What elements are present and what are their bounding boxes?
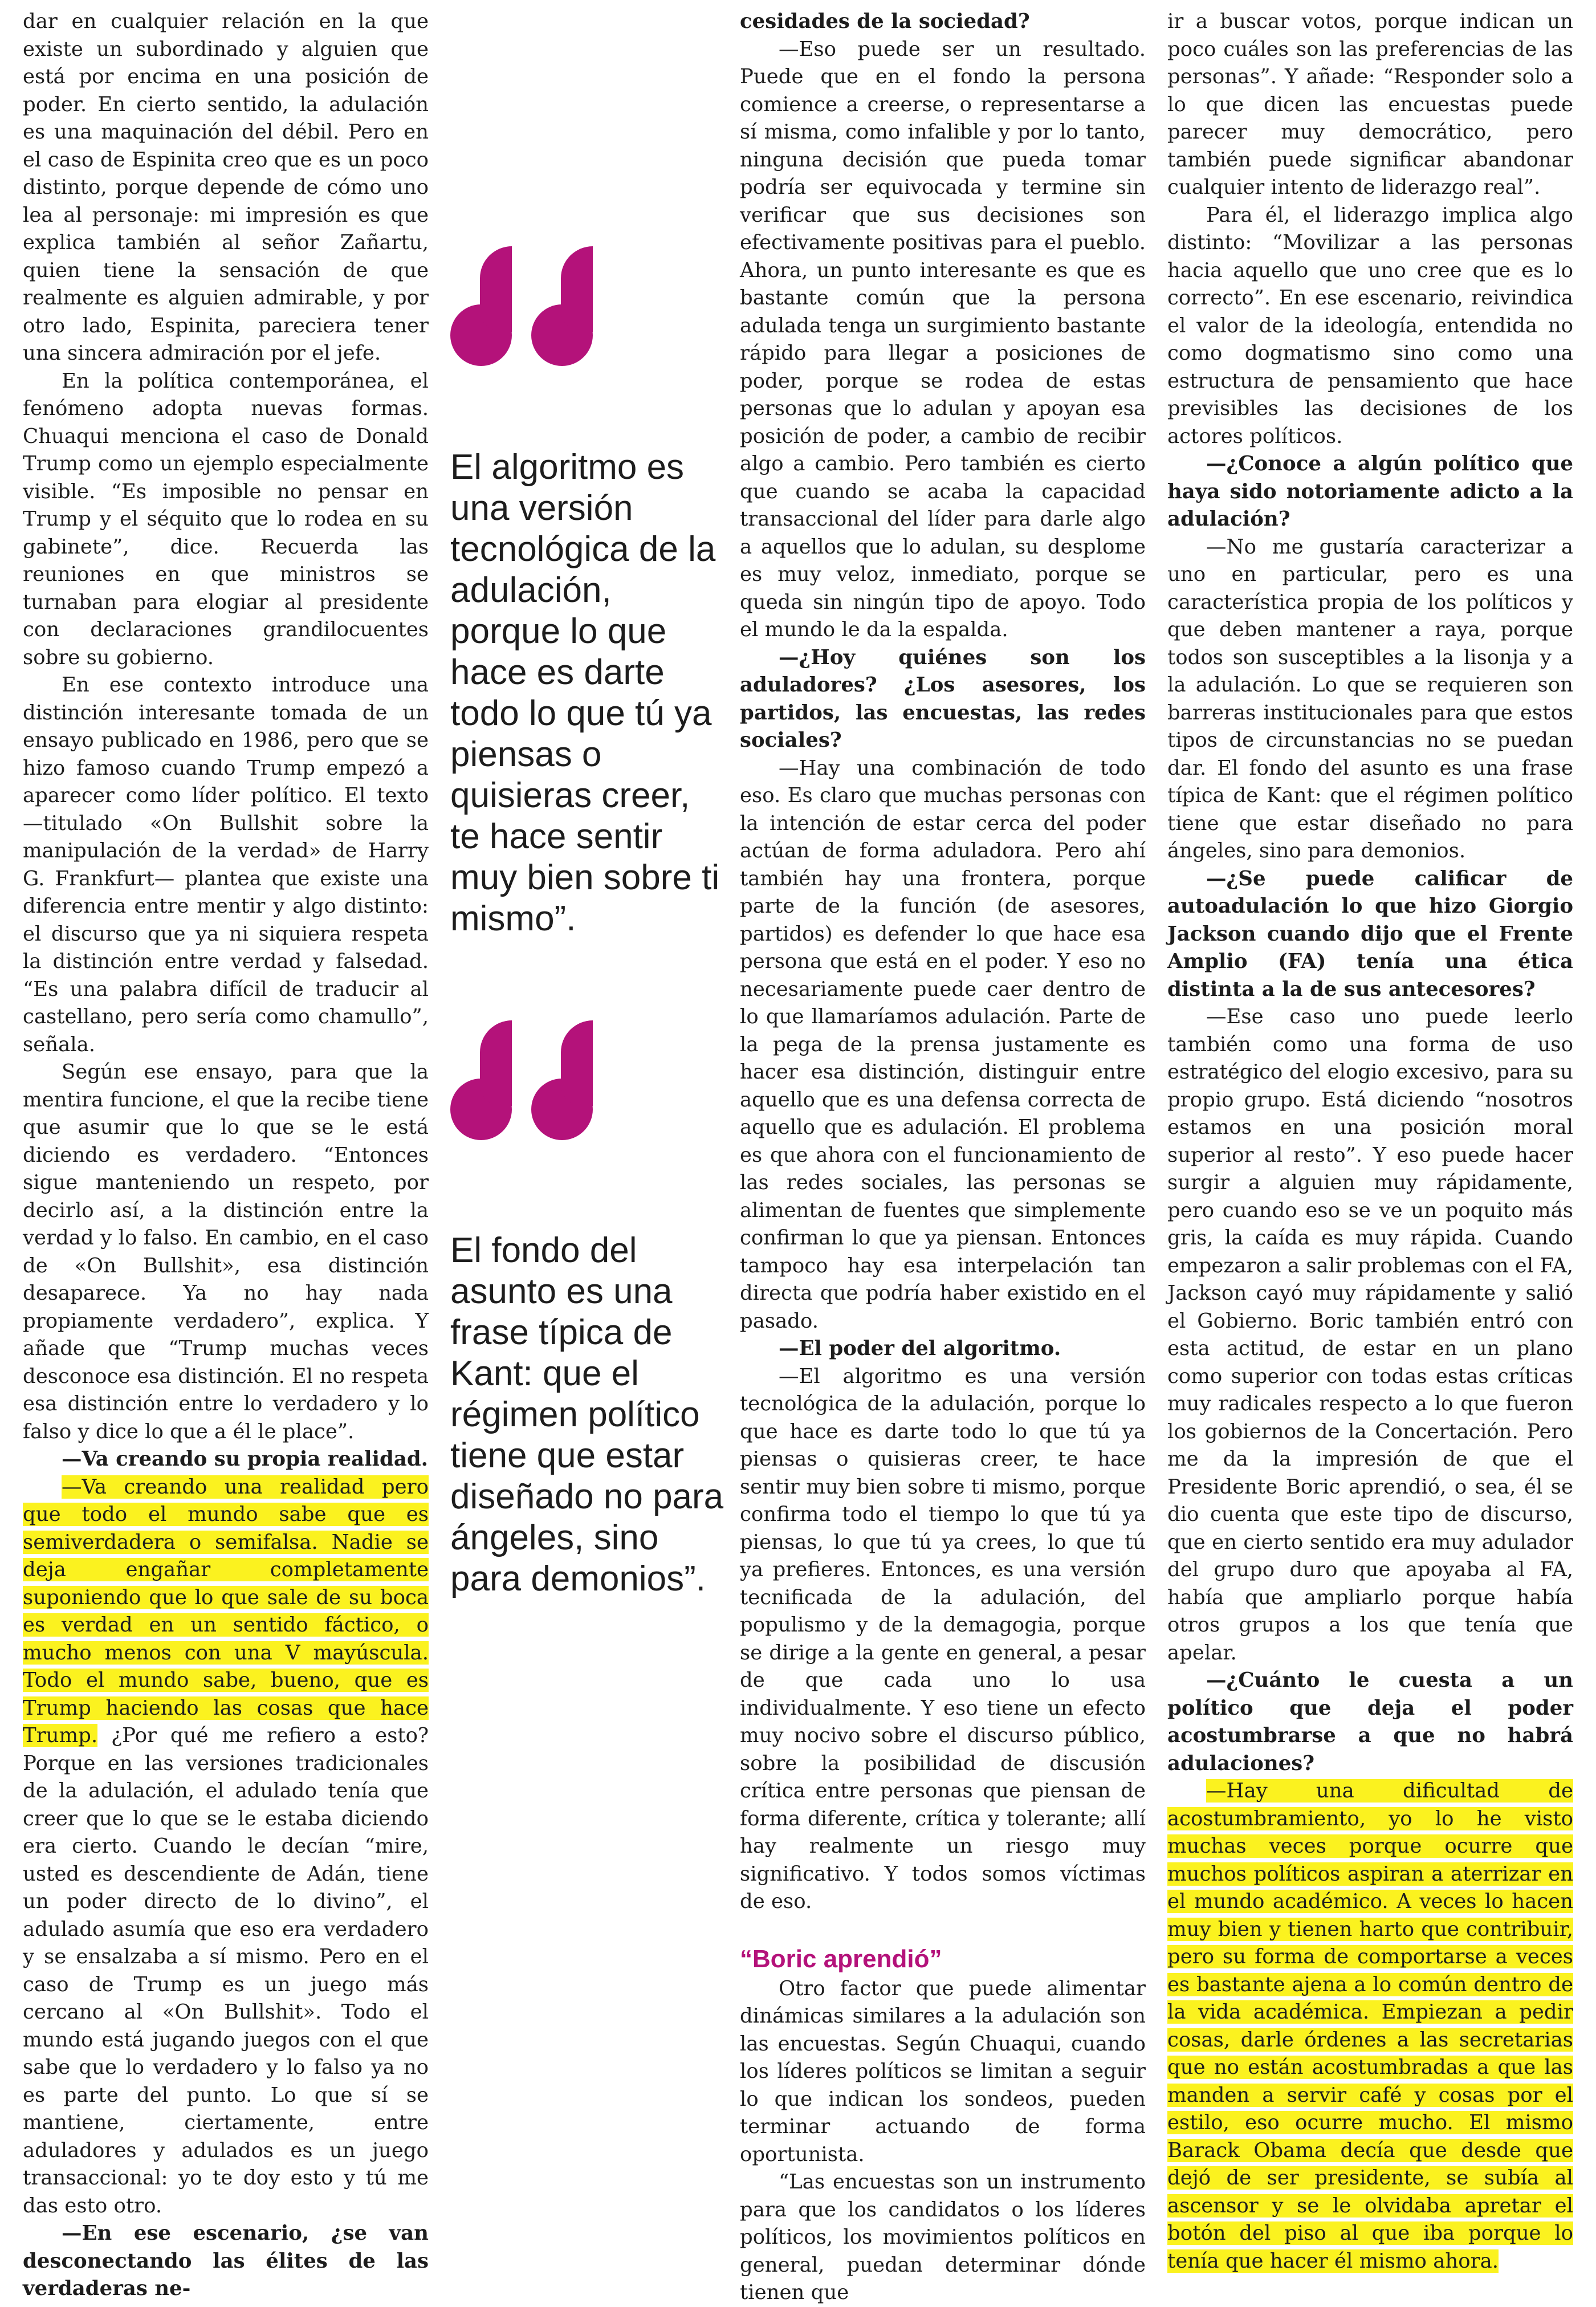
interview-answer [23, 1474, 429, 2220]
pull-quote-text: El algoritmo es una versión tecnológica de la adulación, porque lo que hace es darte todo lo que tú ya piensas o quisieras creer, te hace sentir muy bien sobre ti mismo”. [450, 447, 720, 938]
interview-question: —Va creando su propia realidad. [62, 1447, 429, 1471]
interview-question: —¿Se puede calificar de autoadulación lo que hizo Giorgio Jackson cuando dijo que el Frente Amplio (FA) tenía una ética distinta a la de sus antecesores? [1167, 866, 1573, 1001]
section-subheading: “Boric aprendió” [740, 1944, 942, 1973]
quote-mark-icon [450, 246, 724, 383]
interview-answer: —No me gustaría caracterizar a uno en particular, pero es una característica propia de los políticos y que deben mantener a raya, porque todos son susceptibles a la lisonja y a la adulación. Lo que se requieren son barreras institucionales para que estos tipos de circunstancias no se puedan dar. El fondo del asunto es una frase típica de Kant: que el régimen político tiene que estar diseñado no para ángeles, sino para demonios. [1167, 535, 1573, 862]
interview-answer: —El algoritmo es una versión tecnológica de la adulación, porque lo que hace es darte todo lo que tú ya piensas o quisieras creer, te hace sentir muy bien sobre ti mismo, porque confirma todo el tiempo lo que tú ya piensas, lo que tú ya crees, lo que tú ya prefieres. Entonces, es una versión tecnificada de la adulación, del populismo y de la demagogia, porque se dirige a la gente en general, a pesar de que cada uno lo usa individualmente. Y eso tiene un efecto muy nocivo sobre el discurso público, sobre la posibilidad de discusión crítica entre personas que piensan de forma diferente, crítica y tolerante; allí hay realmente un riesgo muy significativo. Y todos somos víctimas de eso. [740, 1364, 1146, 1913]
highlighted-text: —Hay una dificultad de acostumbramiento, yo lo he visto muchas veces porque ocurre que muchos políticos aspiran a aterrizar en el mundo académico. A veces lo hacen muy bien y tienen harto que contribuir, pero su forma de comportarse a veces es bastante ajena a lo común dentro de la vida académica. Empiezan a pedir cosas, darle órdenes a las secretarias que no están acostumbradas a que las manden a servir café y cosas por el estilo, eso ocurre mucho. El mismo Barack Obama decía que desde que dejó de ser presidente, se subía al ascensor y se le olvidaba apretar el botón del piso al que iba porque lo tenía que hacer él mismo ahora. [1167, 1779, 1573, 2273]
paragraph: Según ese ensayo, para que la mentira funcione, el que la recibe tiene que asumir que lo que se le está diciendo es verdadero. “Entonces sigue manteniendo un respeto, por decirlo así, a la distinción entre la verdad y lo falso. En cambio, en el caso de «On Bullshit», esa distinción desaparece. Ya no hay nada propiamente verdadero”, explica. Y añade que “Trump muchas veces desconoce esa distinción. El no respeta esa distinción entre lo verdadero y lo falso y dice lo que a él le place”. [23, 1060, 429, 1443]
paragraph: “Las encuestas son un instrumento para que los candidatos o los líderes políticos, los movimientos políticos en general, puedan determinar dónde tienen que [740, 2170, 1146, 2304]
interview-question: —El poder del algoritmo. [779, 1337, 1061, 1360]
article-column-1 [23, 8, 429, 2300]
interview-question: —En ese escenario, ¿se van desconectando las élites de las verdaderas ne- [23, 2221, 429, 2300]
pull-quote-text: El fondo del asunto es una frase típica de Kant: que el régimen político tiene que estar diseñado no para ángeles, sino para demonios”. [450, 1231, 724, 1598]
article-column-3 [740, 8, 1146, 2304]
article-column-4 [1167, 8, 1573, 2273]
pull-quote-1 [450, 246, 724, 939]
interview-question: —¿Hoy quiénes son los aduladores? ¿Los asesores, los partidos, las encuestas, las redes sociales? [740, 645, 1146, 752]
interview-answer: —Hay una combinación de todo eso. Es claro que muchas personas con la intención de estar cerca del poder actúan de forma aduladora. Pero ahí también hay una frontera, porque parte de la función (de asesores, partidos) es defender lo que hace esa persona que está en el poder. Y eso no necesariamente puede caer dentro de lo que llamaríamos adulación. Parte de la pega de la prensa justamente es hacer esa distinción, distinguir entre aquello que es una defensa correcta de aquello que es adulación. El problema es que ahora con el funcionamiento de las redes sociales, las personas se alimentan de fuentes que simplemente confirman lo que ya piensan. Entonces tampoco hay esa interpelación tan directa que podría haber existido en el pasado. [740, 756, 1146, 1333]
interview-answer: —Eso puede ser un resultado. Puede que en el fondo la persona comience a creerse, o representarse a sí misma, como infalible y por lo tanto, ninguna decisión que pueda tomar podría ser equivocada y termine sin verificar que sus decisiones son efectivamente positivas para el pueblo. Ahora, un punto interesante es que es bastante común que la persona adulada tenga un surgimiento bastante rápido para llegar a posiciones de poder, porque se rodea de estas personas que lo adulan y apoyan esa posición de poder, a cambio de recibir algo a cambio. Pero también es cierto que cuando se acaba la capacidad transaccional del líder para darle algo a aquellos que lo adulan, su desplome es muy veloz, inmediato, porque se queda sin ningún tipo de apoyo. Todo el mundo le da la espalda. [740, 37, 1146, 641]
quote-mark-icon [450, 1020, 724, 1157]
paragraph: dar en cualquier relación en la que existe un subordinado y alguien que está por encima en una posición de poder. En cierto sentido, la adulación es una maquinación del débil. Pero en el caso de Espinita creo que es un poco distinto, porque depende de cómo uno lea al personaje: mi impresión es que explica también al señor Zañartu, quien tiene la sensación de que realmente es alguien admirable, y por otro lado, Espinita, pareciera tener una sincera admiración por el jefe. [23, 10, 429, 365]
interview-question: cesidades de la sociedad? [740, 10, 1030, 33]
interview-answer: —Ese caso uno puede leerlo también como una forma de uso estratégico del elogio excesivo, para su propio grupo. Está diciendo “nosotros estamos en una posición moral superior al resto”. Y eso puede hacer surgir a alguien muy rápidamente, pero cuando eso se ve un poquito más gris, la caída es muy rápida. Cuando empezaron a salir problemas con el FA, Jackson cayó muy rápidamente y salió el Gobierno. Boric también entró con esta actitud, de estar en un plano como superior con todas estas críticas muy radicales respecto a lo que fueron los gobiernos de la Concertación. Pero me da la impresión de que el Presidente Boric aprendió, o sea, él se dio cuenta que este tipo de discurso, que en cierto sentido era muy adulador del grupo duro que apoyaba al FA, había que ampliarlo porque había otros grupos a los que tenía que apelar. [1167, 1005, 1573, 1665]
paragraph: Otro factor que puede alimentar dinámicas similares a la adulación son las encuestas. Según Chuaqui, cuando los líderes políticos se limitan a seguir lo que indican los sondeos, pueden terminar actuando de forma oportunista. [740, 1976, 1146, 2166]
pull-quote-2 [450, 1020, 724, 1600]
paragraph: En la política contemporánea, el fenómeno adopta nuevas formas. Chuaqui menciona el caso de Donald Trump como un ejemplo especialmente visible. “Es imposible no pensar en Trump y el séquito que lo rodea en su gabinete”, dice. Recuerda las reuniones en que ministros se turnaban para elogiar al presidente con declaraciones grandilocuentes sobre su gobierno. [23, 369, 429, 669]
paragraph: En ese contexto introduce una distinción interesante tomada de un ensayo publicado en 1986, pero que se hizo famoso cuando Trump empezó a aparecer como líder político. El texto —titulado «On Bullshit sobre la manipulación de la verdad» de Harry G. Frankfurt— plantea que existe una diferencia entre mentir y algo distinto: el discurso que ya ni siquiera respeta la distinción entre verdad y falsedad. “Es una palabra difícil de traducir al castellano, pero sería como chamullo”, señala. [23, 673, 429, 1056]
highlighted-text: —Va creando una realidad pero que todo el mundo sabe que es semiverdadera o semifalsa. Nadie se deja engañar completamente suponiendo que lo que sale de su boca es verdad en un sentido fáctico, o mucho menos con una V mayúscula. Todo el mundo sabe, bueno, que es Trump haciendo las cosas que hace Trump. [23, 1475, 429, 1747]
interview-answer [1167, 1777, 1573, 2275]
paragraph: Para él, el liderazgo implica algo distinto: “Movilizar a las personas hacia aquello que uno cree que es lo correcto”. En ese escenario, reivindica el valor de la ideología, entendida no como dogmatismo sino como una estructura de pensamiento que hace previsibles las decisiones de los actores políticos. [1167, 203, 1573, 448]
interview-question: —¿Cuánto le cuesta a un político que deja el poder acostumbrarse a que no habrá adulaciones? [1167, 1669, 1573, 1775]
answer-text: ¿Por qué me refiero a esto? Porque en las versiones tradicionales de la adulación, el adulado tenía que creer que lo que se le estaba diciendo era cierto. Cuando le decían “mire, usted es descendiente de Adán, tiene un poder directo de lo divino”, el adulado asumía que eso era verdadero y se ensalzaba a sí mismo. Pero en el caso de Trump es un juego más cercano al «On Bullshit». Todo el mundo está jugando juegos con el que sabe que lo verdadero y lo falso ya no es parte del punto. Lo que sí se mantiene, ciertamente, entre aduladores y adulados es un juego transaccional: yo te doy esto y tú me das esto otro. [23, 1724, 429, 2218]
interview-question: —¿Conoce a algún político que haya sido notoriamente adicto a la adulación? [1167, 452, 1573, 531]
paragraph: ir a buscar votos, porque indican un poco cuáles son las preferencias de las personas”. Y añade: “Responder solo a lo que dicen las encuestas puede parecer muy democrático, pero también puede significar abandonar cualquier intento de liderazgo real”. [1167, 10, 1573, 199]
